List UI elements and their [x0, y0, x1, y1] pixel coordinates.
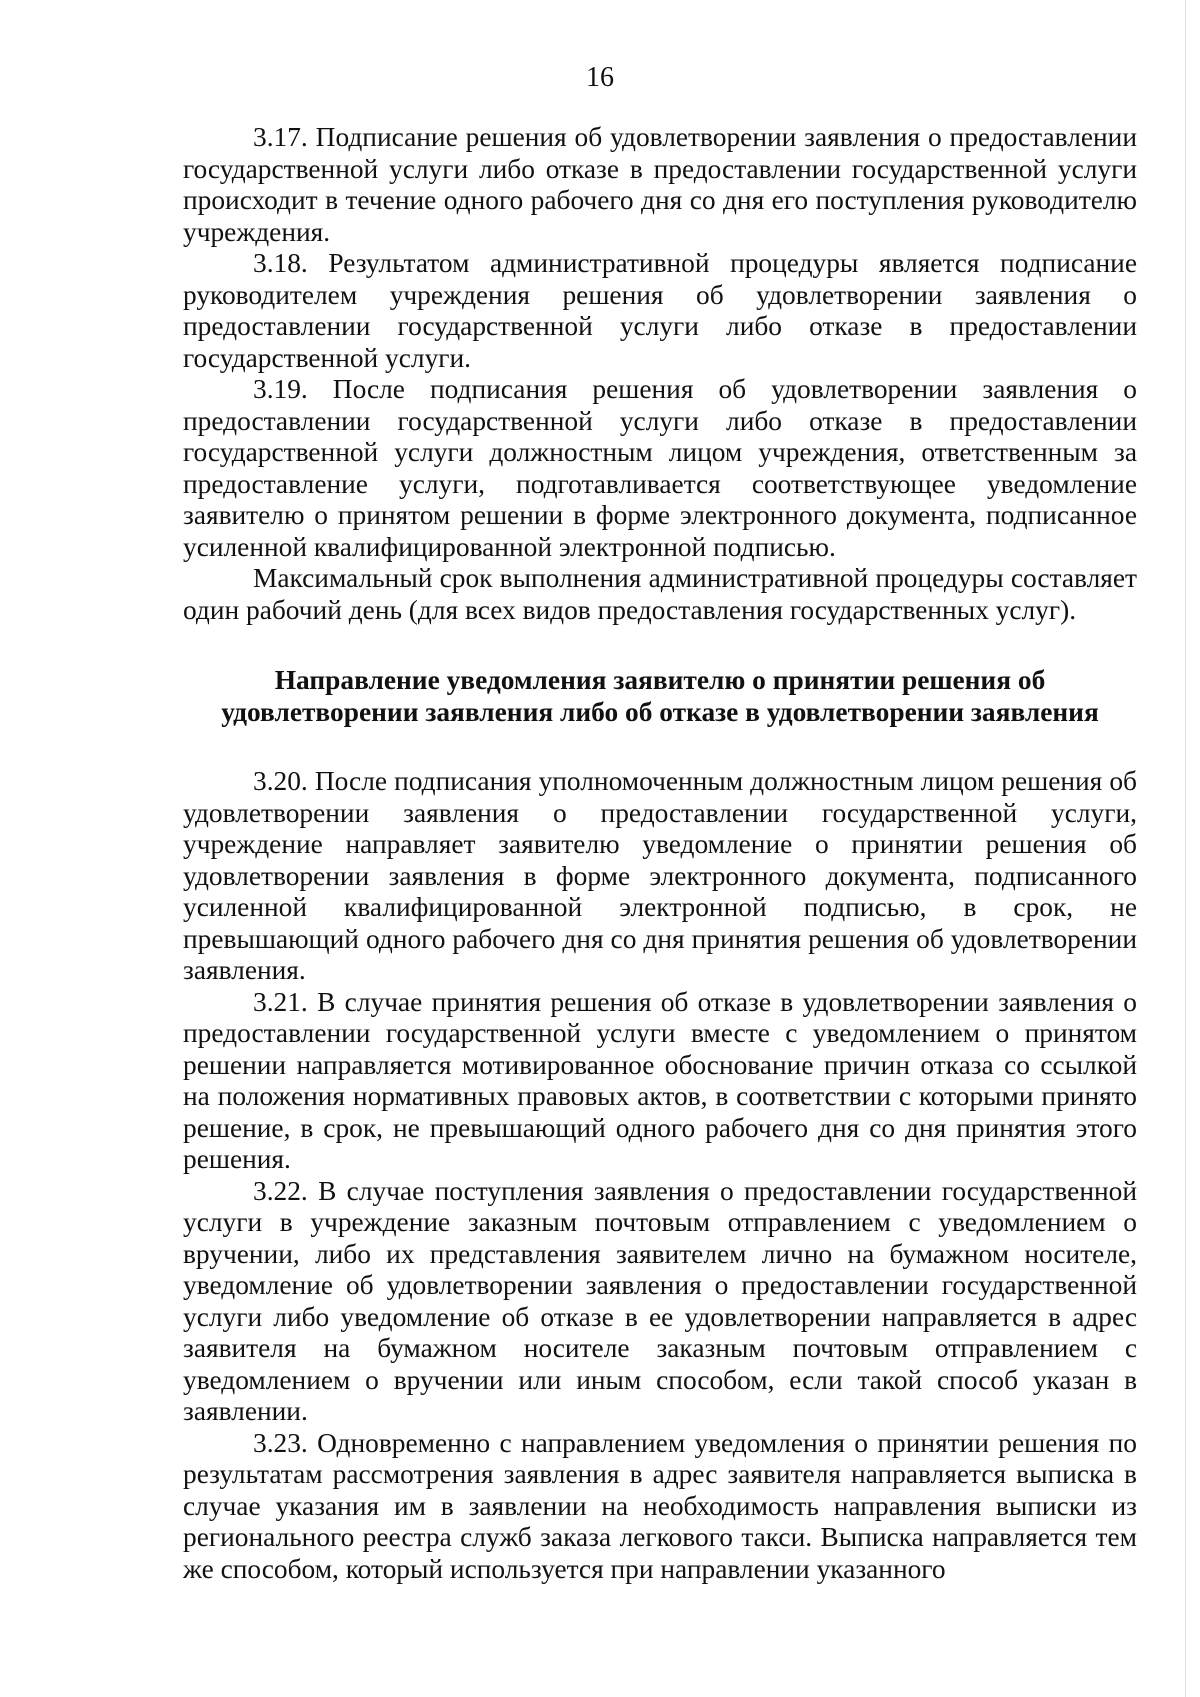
document-body — [183, 122, 1137, 1585]
paragraph-3-22: 3.22. В случае поступления заявления о предоставлении государственной услуги в учреждение заказным почтовым отправлением с уведомлением о вручении, либо их представления заявителем лично на бумажном носителе, уведомление об удовлетворении заявления о предоставлении государственной услуги либо уведомление об отказе в ее удовлетворении направляется в адрес заявителя на бумажном носителе заказным почтовым отправлением с уведомлением о вручении или иным способом, если такой способ указан в заявлении. — [183, 1175, 1137, 1426]
paragraph-3-18: 3.18. Результатом административной процедуры является подписание руководителем учреждения решения об удовлетворении заявления о предоставлении государственной услуги либо отказе в предоставлении государственной услуги. — [183, 248, 1137, 373]
paragraph-max-term: Максимальный срок выполнения административной процедуры составляет один рабочий день (для всех видов предоставления государственных услуг). — [183, 563, 1137, 625]
paragraph-3-17: 3.17. Подписание решения об удовлетворении заявления о предоставлении государственной услуги либо отказе в предоставлении государственной услуги происходит в течение одного рабочего дня со дня его поступления руководителю учреждения. — [183, 122, 1137, 247]
scan-edge-line — [1185, 0, 1186, 1697]
paragraph-3-20: 3.20. После подписания уполномоченным должностным лицом решения об удовлетворении заявления о предоставлении государственной услуги, учреждение направляет заявителю уведомление о принятии решения об удовлетворении заявления в форме электронного документа, подписанного усиленной квалифицированной электронной подписью, в срок, не превышающий одного рабочего дня со дня принятия решения об удовлетворении заявления. — [183, 766, 1137, 985]
paragraph-3-19: 3.19. После подписания решения об удовлетворении заявления о предоставлении государственной услуги либо отказе в предоставлении государственной услуги должностным лицом учреждения, ответственным за предоставление услуги, подготавливается соответствующее уведомление заявителю о принятом решении в форме электронного документа, подписанное усиленной квалифицированной электронной подписью. — [183, 374, 1137, 562]
paragraph-3-21: 3.21. В случае принятия решения об отказе в удовлетворении заявления о предоставлении государственной услуги вместе с уведомлением о принятом решении направляется мотивированное обоснование причин отказа со ссылкой на положения нормативных правовых актов, в соответствии с которыми принято решение, в срок, не превышающий одного рабочего дня со дня принятия этого решения. — [183, 986, 1137, 1174]
section-heading — [183, 665, 1137, 728]
paragraph-3-23: 3.23. Одновременно с направлением уведомления о принятии решения по результатам рассмотрения заявления в адрес заявителя направляется выписка в случае указания им в заявлении на необходимость направления выписки из регионального реестра служб заказа легкового такси. Выписка направляется тем же способом, который используется при направлении указанного — [183, 1427, 1137, 1584]
section-heading-line-2: удовлетворении заявления либо об отказе в удовлетворении заявления — [221, 696, 1099, 727]
page-number: 16 — [586, 62, 614, 93]
section-heading-line-1: Направление уведомления заявителю о принятии решения об — [274, 665, 1046, 695]
